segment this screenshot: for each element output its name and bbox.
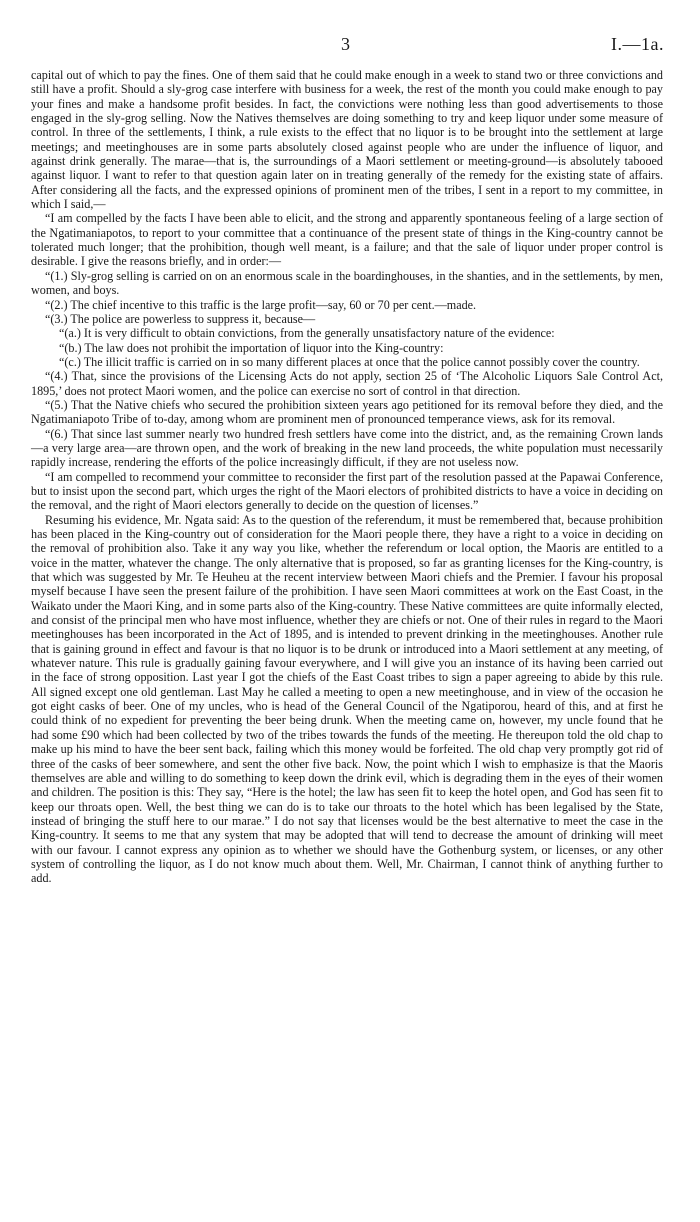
page-number: 3	[341, 34, 350, 54]
sub-list-item: “(b.) The law does not prohibit the importation of liquor into the King-country:	[59, 340, 444, 355]
paragraph: capital out of which to pay the fines. One of them said that he could make enough in a week to stand two or three convictions and still have a profit. Should a sly-grog case interfere with business for a week, the rest of the month you could make enough to pay your fines and make a handsome profit besides. In fact, the convictions were nothing less than good advertisements to those engaged in the sly-grog selling. Now the Natives themselves are doing something to try and keep liquor under some measure of control. In three of the settlements, I think, a rule exists to the effect that no liquor is to be brought into the settlement at large meetings; and meetinghouses are in some parts absolutely closed against people who are under the influence of liquor, and against drink generally. The marae—that is, the surroundings of a Maori settlement or meeting-ground—is absolutely tabooed against liquor. I want to refer to that question again later on in treating generally of the remedy for the existing state of affairs. After considering all the facts, and the expressed opinions of prominent men of the tribes, I sent in a report to my committee, in which I said,—	[31, 68, 663, 212]
list-item: “(2.) The chief incentive to this traffic is the large profit—say, 60 or 70 per cent.—made.	[45, 297, 477, 312]
page-header	[0, 34, 700, 58]
paragraph: “I am compelled by the facts I have been able to elicit, and the strong and apparently spontaneous feeling of a large section of the Ngatimaniapotos, to report to your committee that a continuance of the present state of things in the King-country cannot be tolerated much longer; that the prohibition, though well meant, is a failure; and that the sale of liquor under proper control is desirable. I give the reasons briefly, and in order:—	[31, 211, 663, 269]
sub-list-item: “(a.) It is very difficult to obtain convictions, from the generally unsatisfactory nature of the evidence:	[59, 326, 555, 341]
paragraph: Resuming his evidence, Mr. Ngata said: As to the question of the referendum, it must be remembered that, because prohibition has been placed in the King-country out of consideration for the Maori people there, they have a right to a voice in deciding on the removal of prohibition also. Take it any way you like, whether the referendum or local option, the Maoris are entitled to a voice in the matter, whatever the change. The only alternative that is proposed, so far as granting licenses for the King-country, is that which was suggested by Mr. Te Heuheu at the recent interview between Maori chiefs and the Premier. I favour his proposal myself because I have seen the present failure of the prohibition. I have seen Maori committees at work on the East Coast, in the Waikato under the Maori King, and in some parts also of the King-country. These Native committees are quite informally elected, and consist of the principal men who have most influence, whether they are chiefs or not. One of their rules in regard to the Maori meetinghouses has been incorporated in the Act of 1895, and is intended to prevent drinking in the meetinghouses. Another rule that is gaining ground in effect and favour is that no liquor is to be drunk or introduced into a Maori settlement at any meeting, of whatever nature. This rule is gradually gaining favour everywhere, and I will give you an instance of its having been carried out in the face of strong opposition. Last year I got the chiefs of the East Coast tribes to sign a paper agreeing to abide by this rule. All signed except one old gentleman. Last May he called a meeting to open a new meetinghouse, and in view of the occasion he got eight casks of beer. One of my uncles, who is head of the General Council of the Ngatiporou, heard of this, and at first he could think of no expedient for preventing the beer being drunk. When the meeting came on, however, my uncle found that he had some £90 which had been collected by two of the tribes towards the funds of the meeting. He thereupon told the old chap to make up his mind to have the beer sent back, failing which this money would be forfeited. The old chap very promptly got rid of three of the casks of beer somewhere, and sent the other five back. Now, the point which I wish to emphasize is that the Maoris themselves are able and willing to do something to keep down the drink evil, which is degrading them in the eyes of their women and children. The position is this: They say, “Here is the hotel; the law has seen fit to keep the hotel open, and God has seen fit to keep our throats open. Well, the best thing we can do is to take our throats to the hotel which has been legalised by the State, instead of bringing the stuff here to our marae.” I do not say that licenses would be the best alternative to meet the case in the King-country. It seems to me that any system that may be adopted that will tend to decrease the amount of drinking will meet with our favour. I cannot express any opinion as to whether we should have the Gothenburg system, or licenses, or any other system of controlling the liquor, as I do not know much about them. Well, Mr. Chairman, I cannot think of anything further to add.	[31, 512, 663, 886]
sub-list-item: “(c.) The illicit traffic is carried on in so many different places at once that the police cannot possibly cover the country.	[59, 354, 640, 369]
paragraph: “(6.) That since last summer nearly two hundred fresh settlers have come into the district, and, as the remaining Crown lands—a very large area—are thrown open, and the work of breaking in the new land proceeds, the white population must necessarily rapidly increase, rendering the efforts of the police increasingly difficult, if they are not useless now.	[31, 426, 663, 470]
body-text	[31, 68, 663, 886]
paragraph: “(4.) That, since the provisions of the Licensing Acts do not apply, section 25 of ‘The Alcoholic Liquors Sale Control Act, 1895,’ does not protect Maori women, and the police can exercise no sort of control in that direction.	[31, 369, 663, 398]
paragraph: “(1.) Sly-grog selling is carried on on an enormous scale in the boardinghouses, in the shanties, and in the settlements, by men, women, and boys.	[31, 268, 663, 298]
list-item: “(3.) The police are powerless to suppress it, because—	[45, 311, 316, 326]
paragraph: “(5.) That the Native chiefs who secured the prohibition sixteen years ago petitioned for its removal before they died, and the Ngatimaniapoto Tribe of to-day, among whom are prominent men of pronounced temperance views, ask for its removal.	[31, 397, 663, 427]
paragraph: “I am compelled to recommend your committee to reconsider the first part of the resolution passed at the Papawai Conference, but to insist upon the second part, which urges the right of the Maori electors of prohibited districts to have a voice in deciding on the removal, and the right of Maori electors generally to decide on the question of licenses.”	[31, 469, 663, 513]
document-reference: I.—1a.	[611, 34, 664, 54]
